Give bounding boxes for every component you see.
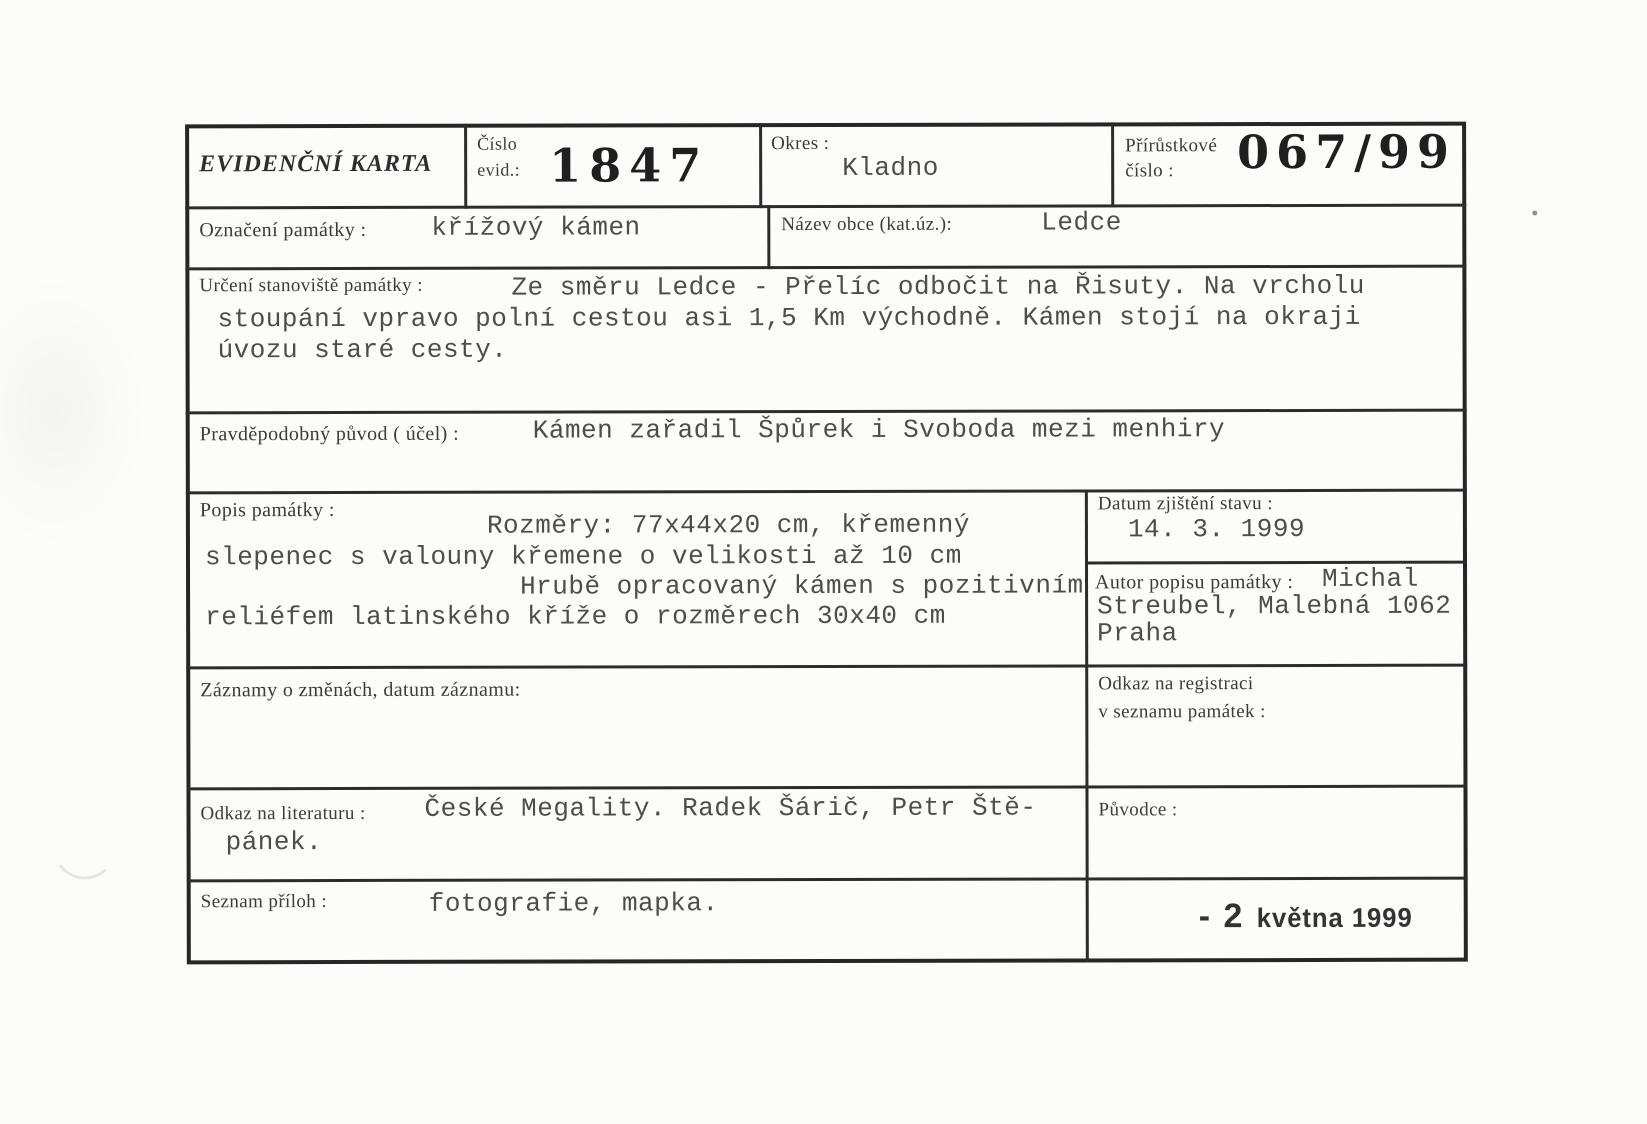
- prirustkove-label-line1: Přírůstkové: [1125, 135, 1218, 157]
- urceni-stanoviste-label: Určení stanoviště památky :: [199, 274, 423, 297]
- seznam-priloh-value: fotografie, mapka.: [428, 888, 719, 919]
- autor-popisu-label: Autor popisu památky :: [1095, 571, 1294, 594]
- okres-label: Okres :: [771, 132, 830, 155]
- odkaz-literatura-value-line2: pánek.: [225, 827, 323, 858]
- nazev-obce-value: Ledce: [1041, 207, 1122, 238]
- col-divider-okres-prirustkove: [1111, 122, 1114, 207]
- odkaz-literatura-label: Odkaz na literaturu :: [200, 802, 366, 825]
- form-title: EVIDENČNÍ KARTA: [199, 150, 433, 178]
- popis-pamatky-line2: slepenec s valouny křemene o velikosti až 10 cm: [204, 540, 962, 573]
- cislo-evid-label-line1: Číslo: [477, 133, 518, 154]
- popis-pamatky-line4: reliéfem latinského kříže o rozměrech 30x40 cm: [205, 600, 946, 633]
- odkaz-registrace-label-line2: v seznamu památek :: [1098, 701, 1266, 723]
- nazev-obce-label: Název obce (kat.úz.):: [781, 213, 953, 236]
- popis-pamatky-label: Popis památky :: [199, 499, 335, 522]
- urceni-stanoviste-line2: stoupání vpravo polní cestou asi 1,5 Km východně. Kámen stojí na okraji: [217, 301, 1361, 335]
- col-divider-cislo-okres: [759, 123, 762, 208]
- urceni-stanoviste-line1: Ze směru Ledce - Přelíc odbočit na Řisuty. Na vrcholu: [511, 270, 1365, 303]
- scan-speck: [1532, 211, 1537, 216]
- cislo-evid-value: 1847: [549, 138, 710, 193]
- popis-pamatky-line1: Rozměry: 77x44x20 cm, křemenný: [486, 509, 971, 541]
- datum-zjisteni-value: 14. 3. 1999: [1127, 513, 1306, 545]
- puvodce-label: Původce :: [1098, 799, 1178, 821]
- prirustkove-value: 067/99: [1237, 124, 1457, 180]
- oznaceni-pamatky-value: křížový kámen: [431, 212, 641, 243]
- scan-smudge: [0, 271, 150, 551]
- seznam-priloh-label: Seznam příloh :: [200, 891, 328, 913]
- pravdepodobny-puvod-value: Kámen zařadil Špůrek i Svoboda mezi menhiry: [532, 414, 1226, 446]
- urceni-stanoviste-line3: úvozu staré cesty.: [217, 334, 508, 366]
- autor-popisu-value-line2: Streubel, Malebná 1062: [1097, 590, 1452, 622]
- cislo-evid-label-line2: evid.:: [477, 159, 521, 180]
- date-stamp-month-year: května 1999: [1256, 902, 1413, 934]
- okres-value: Kladno: [842, 152, 939, 183]
- pravdepodobny-puvod-label: Pravděpodobný původ ( účel) :: [199, 422, 460, 446]
- odkaz-registrace-label-line1: Odkaz na registraci: [1098, 673, 1254, 695]
- datum-zjisteni-label: Datum zjištění stavu :: [1097, 493, 1273, 515]
- date-stamp-day: - 2: [1198, 897, 1245, 936]
- oznaceni-pamatky-label: Označení památky :: [199, 218, 367, 242]
- col-divider-oznaceni-nazev: [767, 205, 770, 269]
- col-divider-title-cislo: [464, 124, 467, 209]
- zaznamy-label: Záznamy o změnách, datum záznamu:: [200, 678, 521, 702]
- popis-pamatky-line3: Hrubě opracovaný kámen s pozitivním: [520, 570, 1084, 602]
- prirustkove-label-line2: číslo :: [1125, 160, 1174, 182]
- autor-popisu-value-line1: Michal: [1322, 563, 1419, 594]
- date-stamp: [1199, 897, 1421, 936]
- odkaz-literatura-value-line1: České Megality. Radek Šárič, Petr Ště-: [424, 792, 1037, 824]
- autor-popisu-value-line3: Praha: [1097, 618, 1178, 649]
- punch-hole-artifact: [47, 796, 125, 883]
